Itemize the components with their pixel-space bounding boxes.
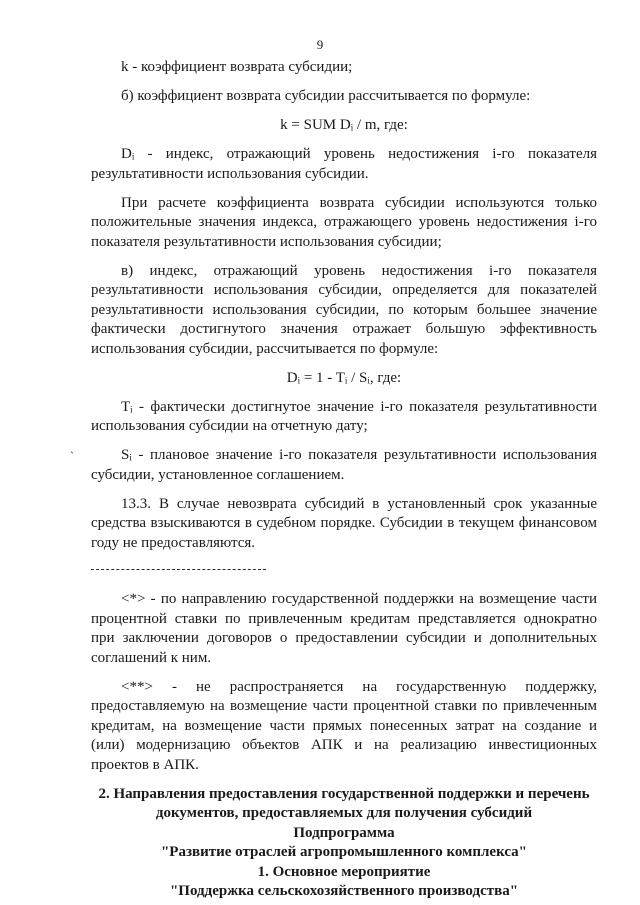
document-body: [91, 58, 597, 902]
event-name: "Поддержка сельскохозяйственного производства": [169, 883, 519, 899]
formula-k: k = SUM Dᵢ / m, где:: [280, 117, 408, 133]
subprogram-name: "Развитие отраслей агропромышленного комплекса": [160, 844, 528, 860]
margin-mark: `: [70, 449, 74, 463]
footnote-separator: [91, 569, 266, 570]
event-label: 1. Основное мероприятие: [257, 863, 431, 880]
k-definition: k - коэффициент возврата субсидии;: [121, 59, 353, 75]
formula-d: Dᵢ = 1 - Tᵢ / Sᵢ, где:: [286, 369, 402, 386]
positive-values-paragraph: При расчете коэффициента возврата субсидии используются только положительные значения индекса, отражающего уровень недостижения i-го показателя результативности использования субсидии;: [91, 194, 597, 250]
section-heading: [91, 785, 597, 902]
section-title: 2. Направления предоставления государственной поддержки и перечень документов, предоставляемых для получения субсидий: [98, 785, 590, 821]
footnote-1: <*> - по направлению государственной поддержки на возмещение части процентной ставки по привлеченным кредитам представляется однократно при заключении договоров о предоставлении субсидии и дополнительных соглашений к ним.: [91, 591, 597, 666]
formula-intro: б) коэффициент возврата субсидии рассчитывается по формуле:: [121, 88, 531, 104]
si-definition: Sᵢ - плановое значение i-го показателя результативности использования субсидии, установленное соглашением.: [91, 447, 597, 483]
ti-definition: Tᵢ - фактически достигнутое значение i-го показателя результативности использования субсидии на отчетную дату;: [91, 398, 597, 434]
index-paragraph: в) индекс, отражающий уровень недостижения i-го показателя результативности использования субсидии, определяется для показателей результативности использования субсидии, по которым большее значение фактически достигнутого значения отражает большую эффективность использования субсидии, рассчитывается по формуле:: [91, 262, 597, 357]
subprogram-label: Подпрограмма: [293, 824, 395, 841]
page-number: 9: [316, 37, 324, 52]
paragraph-13-3: 13.3. В случае невозврата субсидий в установленный срок указанные средства взыскиваются в судебном порядке. Субсидии в текущем финансовом году не предоставляются.: [91, 495, 597, 551]
di-definition: Dᵢ - индекс, отражающий уровень недостижения i-го показателя результативности использования субсидии.: [91, 146, 597, 182]
footnote-2: <**> - не распространяется на государственную поддержку, предоставляемую на возмещение части процентной ставки по привлеченным кредитам, на возмещение части прямых понесенных затрат на создание и (или) модернизацию объектов АПК и на реализацию инвестиционных проектов в АПК.: [91, 678, 597, 773]
